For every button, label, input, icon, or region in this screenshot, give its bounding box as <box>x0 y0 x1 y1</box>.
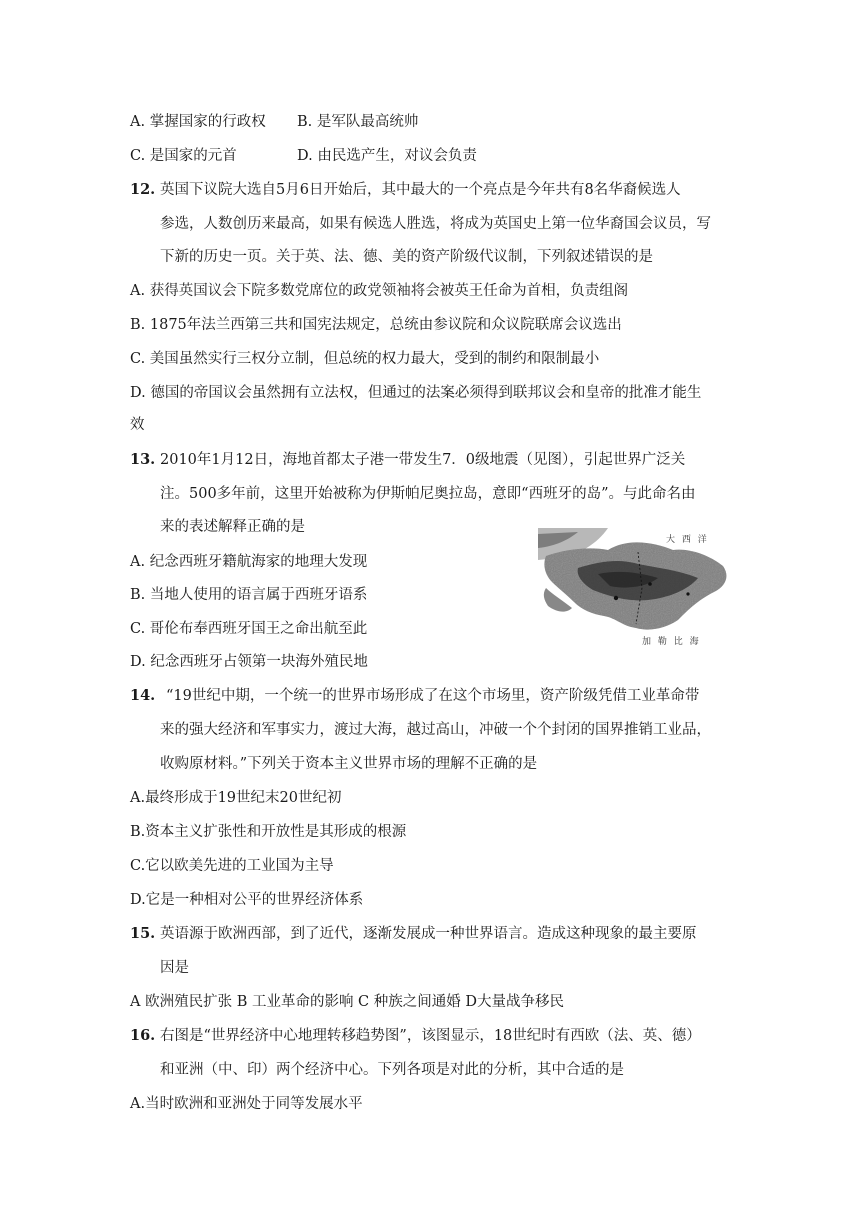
map-label-caribbean: 加 勒 比 海 <box>642 637 701 647</box>
q16-stem-line-2: 和亚洲（中、印）两个经济中心。下列各项是对此的分析，其中合适的是 <box>160 1062 624 1078</box>
q16-stem-line-1: 右图是“世界经济中心地理转移趋势图”，该图显示，18世纪时有西欧（法、英、德） <box>160 1028 701 1044</box>
q11-option-a: A. 掌握国家的行政权 <box>130 114 266 130</box>
q15-number: 15. <box>130 925 156 942</box>
q15-stem-line-1: 英语源于欧洲西部，到了近代，逐渐发展成一种世界语言。造成这种现象的最主要原 <box>160 926 697 942</box>
q12-option-c: C. 美国虽然实行三权分立制，但总统的权力最大，受到的制约和限制最小 <box>130 351 600 367</box>
q14-option-c: C.它以欧美先进的工业国为主导 <box>130 858 334 874</box>
q12-option-a: A. 获得英国议会下院多数党席位的政党领袖将会被英王任命为首相，负责组阁 <box>130 283 629 299</box>
q13-number: 13. <box>130 451 156 468</box>
q13-option-b: B. 当地人使用的语言属于西班牙语系 <box>130 587 368 603</box>
q16-option-a: A.当时欧洲和亚洲处于同等发展水平 <box>130 1096 363 1112</box>
q11-option-c: C. 是国家的元首 <box>130 148 237 164</box>
q14-number: 14. <box>130 687 156 704</box>
q14-stem-line-3: 收购原材料。”下列关于资本主义世界市场的理解不正确的是 <box>160 756 538 772</box>
q14-option-b: B.资本主义扩张性和开放性是其形成的根源 <box>130 824 407 840</box>
q13-option-a: A. 纪念西班牙籍航海家的地理大发现 <box>130 554 368 570</box>
hispaniola-map-image <box>538 528 738 653</box>
q12-stem-line-2: 参选，人数创历来最高，如果有候选人胜选，将成为英国史上第一位华裔国会议员，写 <box>160 216 711 232</box>
q13-stem-line-3: 来的表述解释正确的是 <box>160 519 305 535</box>
q12-stem-line-1: 英国下议院大选自5月6日开始后，其中最大的一个亮点是今年共有8名华裔候选人 <box>160 182 681 198</box>
q13-option-c: C. 哥伦布奉西班牙国王之命出航至此 <box>130 621 368 637</box>
q13-stem-line-1: 2010年1月12日，海地首都太子港一带发生7．0级地震（见图），引起世界广泛关 <box>160 452 686 468</box>
q16-number: 16. <box>130 1027 156 1044</box>
q12-number: 12. <box>130 181 156 198</box>
q14-stem-line-2: 来的强大经济和军事实力，渡过大海，越过高山，冲破一个个封闭的国界推销工业品， <box>160 722 711 738</box>
q14-stem-line-1: “19世纪中期，一个统一的世界市场形成了在这个市场里，资产阶级凭借工业革命带 <box>166 688 700 704</box>
q11-option-b: B. 是军队最高统帅 <box>297 114 419 130</box>
q12-option-d-continued: 效 <box>130 417 145 433</box>
q15-stem-line-2: 因是 <box>160 960 189 976</box>
q11-option-d: D. 由民选产生，对议会负责 <box>297 148 477 164</box>
q12-option-b: B. 1875年法兰西第三共和国宪法规定，总统由参议院和众议院联席会议选出 <box>130 317 622 333</box>
q14-option-d: D.它是一种相对公平的世界经济体系 <box>130 892 364 908</box>
q14-option-a: A.最终形成于19世纪末20世纪初 <box>130 790 342 806</box>
q12-stem-line-3: 下新的历史一页。关于英、法、德、美的资产阶级代议制，下列叙述错误的是 <box>160 249 653 265</box>
q13-stem-line-2: 注。500多年前，这里开始被称为伊斯帕尼奥拉岛，意即“西班牙的岛”。与此命名由 <box>160 486 696 502</box>
q12-option-d: D. 德国的帝国议会虽然拥有立法权，但通过的法案必须得到联邦议会和皇帝的批准才能生 <box>130 385 702 401</box>
q15-options: A 欧洲殖民扩张 B 工业革命的影响 C 种族之间通婚 D大量战争移民 <box>130 994 564 1010</box>
q13-option-d: D. 纪念西班牙占领第一块海外殖民地 <box>130 654 368 670</box>
map-label-atlantic: 大 西 洋 <box>666 535 709 545</box>
